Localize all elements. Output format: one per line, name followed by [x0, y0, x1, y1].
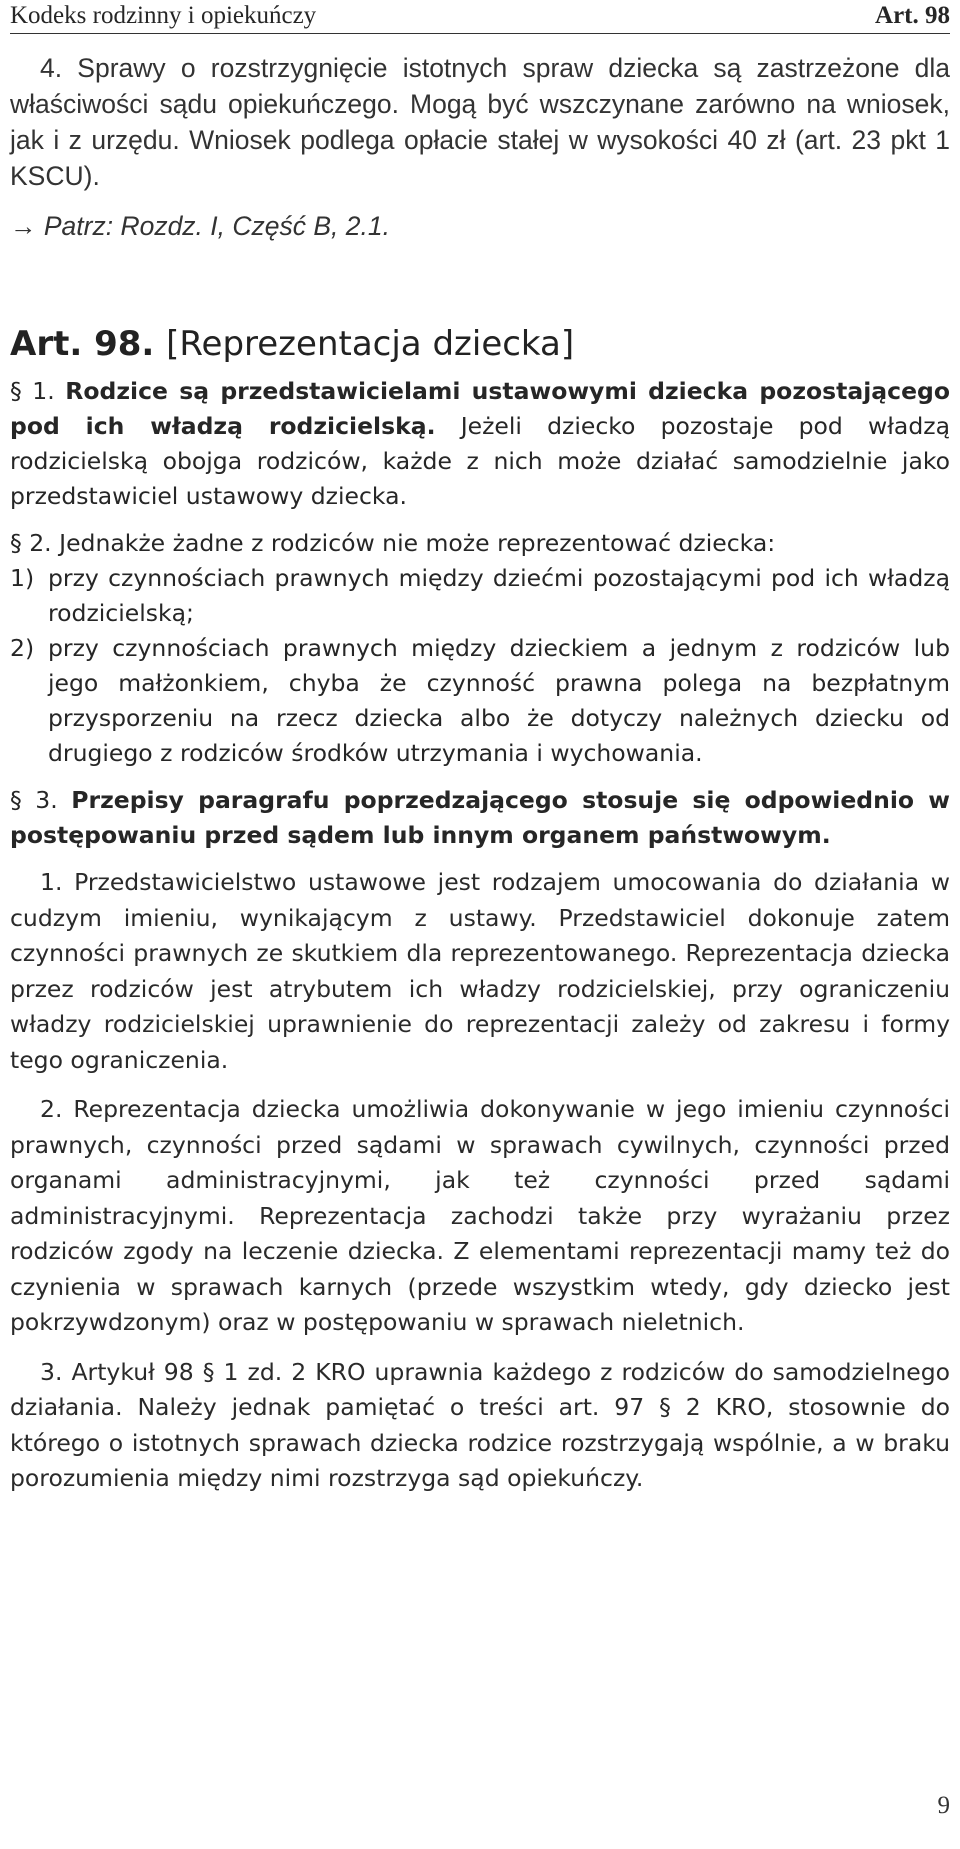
- commentary-paragraph: 3. Artykuł 98 § 1 zd. 2 KRO uprawnia każdego z rodziców do samodzielnego działania. Należy jednak pamiętać o treści art. 97 § 2 KRO, stosownie do którego o istotnych sprawach dziecka rodzice rozstrzygają wspólnie, a w braku porozumienia między nimi rozstrzyga sąd opiekuńczy.: [10, 1357, 950, 1492]
- paragraph-1-sentence-2: Jeżeli dziecko pozostaje pod władzą rodzicielską obojga rodziców, każde z nich może działać samodzielnie jako przedstawiciel ustawowy dziecka.: [10, 412, 950, 510]
- paragraph-2-list: [10, 561, 950, 771]
- list-item: [10, 631, 950, 771]
- article-number: Art. 98.: [10, 324, 155, 364]
- commentary: [10, 865, 950, 1497]
- list-item-text: przy czynnościach prawnych między dziećmi pozostającymi pod ich władzą rodzicielską;: [48, 564, 950, 627]
- page: [10, 0, 950, 1511]
- section-mark: § 1.: [10, 377, 55, 405]
- commentary-paragraph: 1. Przedstawicielstwo ustawowe jest rodzajem umocowania do działania w cudzym imieniu, wynikającym z ustawy. Przedstawiciel dokonuje zatem czynności prawnych ze skutkiem dla reprezentowanego. Reprezentacja dziecka przez rodziców jest atrybutem ich władzy rodzicielskiej, przy ograniczeniu władzy rodzicielskiej uprawnienie do reprezentacji zależy od zakresu i formy tego ograniczenia.: [10, 868, 950, 1074]
- page-number: 9: [937, 1792, 950, 1819]
- article-reference: Art. 98: [875, 2, 950, 29]
- article-title: [Reprezentacja dziecka]: [166, 324, 575, 364]
- paragraph-3: [10, 783, 950, 853]
- section-mark: § 2.: [10, 529, 52, 557]
- paragraph-2-intro: Jednakże żadne z rodziców nie może reprezentować dziecka:: [59, 529, 776, 557]
- article-text: [10, 374, 950, 853]
- commentary-paragraph: 2. Reprezentacja dziecka umożliwia dokonywanie w jego imieniu czynności prawnych, czynności przed sądami w sprawach cywilnych, czynności przed organami administracyjnymi, jak też czynności przed sądami administracyjnymi. Reprezentacja zachodzi także przy wyrażaniu przez rodziców zgody na leczenie dziecka. Z elementami reprezentacji mamy też do czynienia w sprawach karnych (przede wszystkim wtedy, gdy dziecko jest pokrzywdzonym) oraz w postępowaniu w sprawach nieletnich.: [10, 1095, 950, 1336]
- running-header: [10, 0, 950, 34]
- list-item-text: przy czynnościach prawnych między dzieckiem a jednym z rodziców lub jego małżonkiem, chyba że czynność prawna polega na bezpłatnym przysporzeniu na rzecz dziecka albo że dotyczy należnych dziecku od drugiego z rodziców środków utrzymania i wychowania.: [48, 634, 950, 767]
- section-mark: § 3.: [10, 786, 58, 814]
- list-item-number: 2): [10, 634, 35, 662]
- article-heading: [10, 322, 950, 366]
- see-also-reference: → Patrz: Rozdz. I, Część B, 2.1.: [10, 211, 390, 241]
- book-title: Kodeks rodzinny i opiekuńczy: [10, 2, 317, 29]
- commentary-paragraph-4: 4. Sprawy o rozstrzygnięcie istotnych spraw dziecka są zastrzeżone dla właściwości sądu opiekuńczego. Mogą być wszczynane zarówno na wniosek, jak i z urzędu. Wniosek podlega opłacie stałej w wysokości 40 zł (art. 23 pkt 1 KSCU).: [10, 53, 950, 191]
- paragraph-1: [10, 374, 950, 514]
- paragraph-2: [10, 526, 950, 561]
- paragraph-3-text: Przepisy paragrafu poprzedzającego stosuje się odpowiednio w postępowaniu przed sądem lub innym organem państwowym.: [10, 786, 950, 849]
- paragraph-1-sentence-1: Rodzice są przedstawicielami ustawowymi dziecka pozostającego pod ich władzą rodzicielską.: [10, 377, 950, 440]
- list-item-number: 1): [10, 564, 35, 592]
- list-item: [10, 561, 950, 631]
- previous-commentary: [10, 50, 950, 194]
